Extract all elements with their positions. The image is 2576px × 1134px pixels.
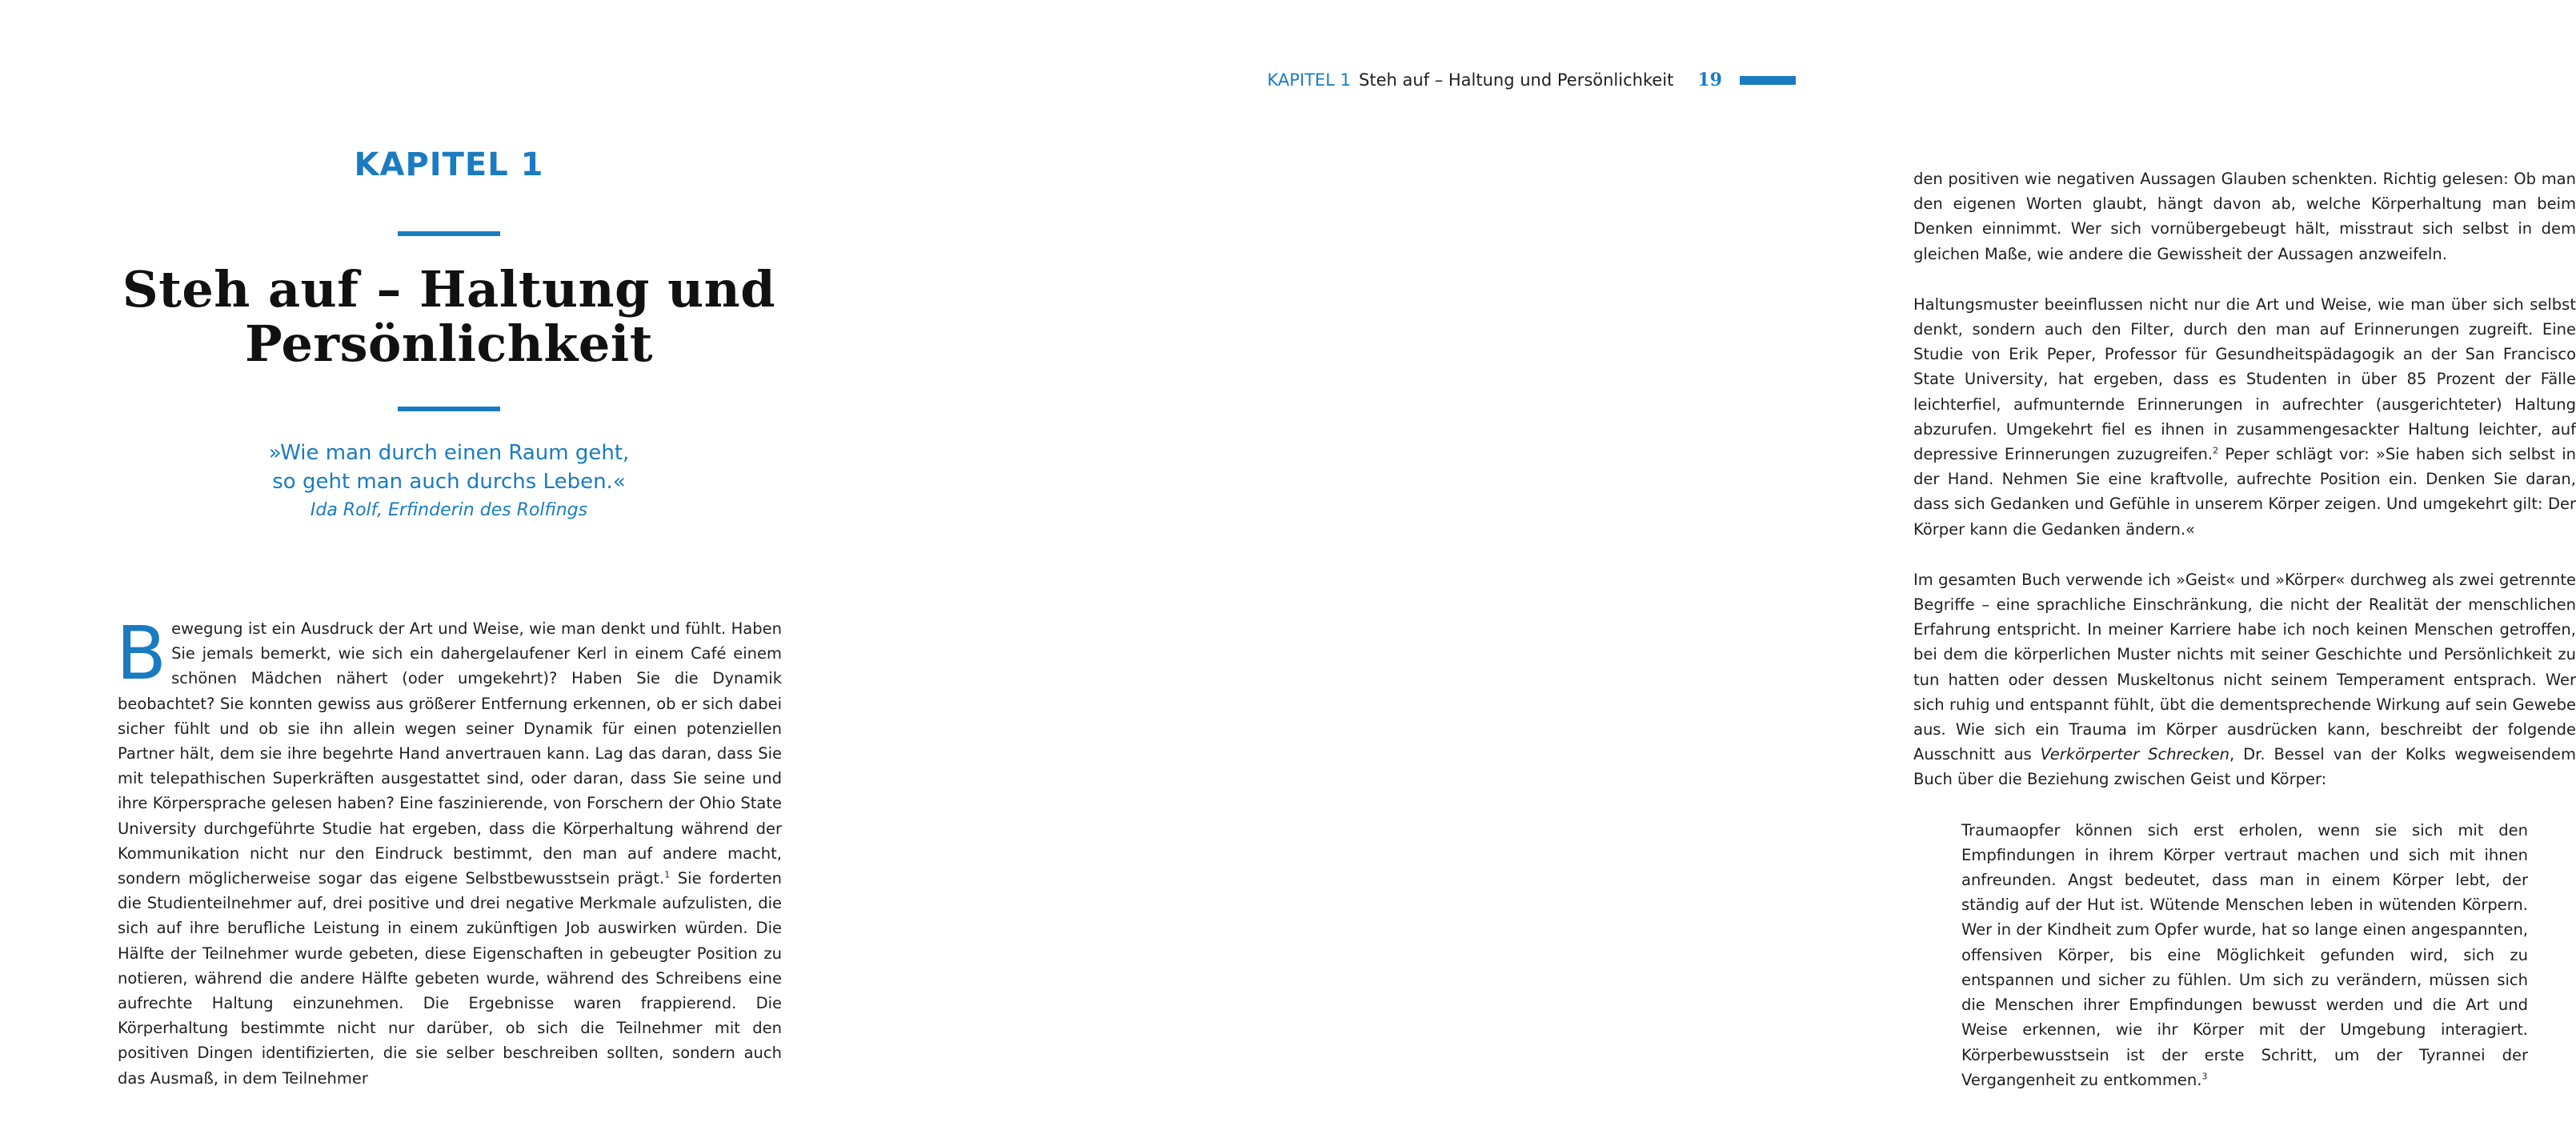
footnote-marker[interactable]: 1	[664, 869, 671, 880]
right-page	[898, 0, 2576, 1134]
body-text-part: Sie forderten die Studienteilnehmer auf, drei positive und drei negative Merkmale aufzulisten, die sich auf ihre berufliche Leistung in einem zukünftigen Job auswirken würden. Die Hälfte der Teilnehmer wurde gebeten, diese Eigenschaften in gebeugter Position zu notieren, während die andere Hälfte gebeten wurde, während des Schreibens eine aufrechte Haltung einzunehmen. Die Ergebnisse waren frappierend. Die Körperhaltung bestimmte nicht nur darüber, ob sich die Teilnehmer mit den positiven Dingen identifizierten, die sie selber beschreiben sollten, sondern auch das Ausmaß, in dem Teilnehmer	[118, 869, 782, 1088]
body-text-part: Haltungsmuster beeinflussen nicht nur die Art und Weise, wie man über sich selbst denkt, sondern auch den Filter, durch den man auf Erinnerungen zugreift. Eine Studie von Erik Peper, Professor für Gesundheitspädagogik an der San Francisco State University, hat ergeben, dass es Studenten in über 85 Prozent der Fälle leichterfiel, aufmunternde Erinnerungen in aufrechter (ausgerichteter) Haltung abzurufen. Umgekehrt fiel es ihnen in zusammengesackter Haltung leichter, auf depressive Erinnerungen zuzugreifen.	[1913, 295, 2576, 464]
chapter-rule-top	[398, 231, 500, 236]
running-header	[1268, 67, 1796, 93]
body-text-part: Im gesamten Buch verwende ich »Geist« und »Körper« durchweg als zwei getrennte Begriffe – eine sprachliche Einschränkung, die nicht der Realität der menschlichen Erfahrung entspricht. In meiner Karriere habe ich noch keinen Menschen getroffen, bei dem die körperlichen Muster nichts mit seiner Geschichte und Persönlichkeit zu tun hatten oder dessen Muskeltonus nicht seinem Temperament entsprach. Wer sich ruhig und entspannt fühlt, übt die dementsprechende Wirkung auf sein Gewebe aus. Wie sich ein Trauma im Körper ausdrücken kann, beschreibt der folgende Ausschnitt aus	[1913, 570, 2576, 764]
body-text-part: Peper schlägt vor: »Sie haben sich selbst in der Hand. Nehmen Sie eine kraftvolle, aufrechte Position ein. Denken Sie daran, dass sich Gedanken und Gefühle in unserem Körper zeigen. Und umgekehrt gilt: Der Körper kann die Gedanken ändern.«	[1913, 445, 2576, 539]
chapter-label: KAPITEL 1	[354, 146, 544, 183]
footnote-marker[interactable]: 3	[2201, 1071, 2208, 1082]
chapter-title-line-1: Steh auf – Haltung und	[122, 260, 776, 319]
left-page	[0, 0, 898, 1134]
drop-cap: B	[116, 611, 167, 696]
epigraph	[129, 439, 769, 525]
page-number: 19	[1697, 70, 1722, 90]
header-accent-bar	[1740, 76, 1796, 85]
right-body-text	[1913, 166, 2576, 1092]
running-header-title: Steh auf – Haltung und Persönlichkeit	[1359, 70, 1674, 90]
body-paragraph	[1913, 567, 2576, 792]
left-body-text	[116, 611, 782, 1091]
block-quote	[1961, 818, 2528, 1092]
body-paragraph	[116, 611, 782, 1091]
footnote-marker[interactable]: 2	[2213, 445, 2219, 456]
quote-text: Traumaopfer können sich erst erholen, wenn sie sich mit den Empfindungen in ihrem Körper vertraut machen und sich mit ihnen anfreunden. Angst bedeutet, dass man in einem Körper lebt, der ständig auf der Hut ist. Wütende Menschen leben in wütenden Körpern. Wer in der Kindheit zum Opfer wurde, hat so lange einen angespannten, offensiven Körper, bis eine Möglichkeit gefunden wird, sich zu entspannen und sicher zu fühlen. Um sich zu verändern, müssen sich die Menschen ihrer Empfindungen bewusst werden und die Art und Weise erkennen, wie ihr Körper mit der Umgebung interagiert. Körperbewusstsein ist der erste Schritt, um der Tyrannei der Vergangenheit zu entkommen.	[1961, 820, 2528, 1089]
epigraph-line-1: »Wie man durch einen Raum geht,	[268, 441, 630, 465]
book-title: Verkörperter Schrecken	[2040, 745, 2229, 764]
epigraph-source: Ida Rolf, Erfinderin des Rolfings	[310, 500, 588, 520]
body-paragraph	[1913, 292, 2576, 542]
running-header-chapter: KAPITEL 1	[1267, 70, 1351, 90]
chapter-rule-bottom	[398, 407, 500, 411]
chapter-title-line-2: Persönlichkeit	[245, 315, 653, 373]
epigraph-line-2: so geht man auch durchs Leben.«	[272, 470, 626, 494]
body-text-part: , Dr. Bessel van der Kolks wegweisendem Buch über die Beziehung zwischen Geist und Körper:	[1913, 745, 2576, 789]
chapter-title	[80, 262, 818, 371]
body-text-part: ewegung ist ein Ausdruck der Art und Weise, wie man denkt und fühlt. Haben Sie jemals bemerkt, wie sich ein dahergelaufener Kerl in einem Café einem schönen Mädchen nähert (oder umgekehrt)? Haben Sie die Dynamik beobachtet? Sie konnten gewiss aus größerer Entfernung erkennen, ob er sich dabei sicher fühlt und ob sie ihn allein wegen seiner Dynamik für einen potenziellen Partner hält, dem sie ihre begehrte Hand anvertrauen kann. Lag das daran, dass Sie mit telepathischen Superkräften ausgestattet sind, oder daran, dass Sie seine und ihre Körpersprache gelesen haben? Eine faszinierende, von Forschern der Ohio State University durchgeführte Studie hat ergeben, dass die Körperhaltung während der Kommunikation nicht nur den Eindruck bestimmt, den man auf andere macht, sondern möglicherweise sogar das eigene Selbstbewusstsein prägt.	[118, 619, 782, 888]
body-paragraph: den positiven wie negativen Aussagen Glauben schenkten. Richtig gelesen: Ob man den eigenen Worten glaubt, hängt davon ab, welche Körperhaltung man beim Denken einnimmt. Wer sich vornübergebeugt hält, misstraut sich selbst in dem gleichen Maße, wie andere die Gewissheit der Aussagen anzweifeln.	[1913, 170, 2576, 263]
